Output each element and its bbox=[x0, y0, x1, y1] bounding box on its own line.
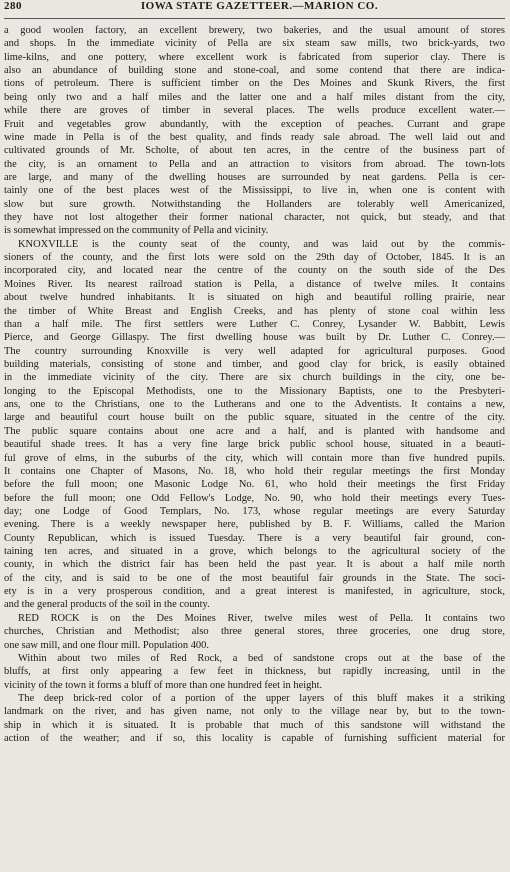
text-line: ful grove of elms, in the suburbs of the city, which will contain more than five hundred pupils. bbox=[4, 452, 505, 464]
text-line: they have not lost altogether their former national character, not quick, but steady, and that bbox=[4, 212, 505, 224]
text-line: KNOXVILLE is the county seat of the county, and was laid out by the commis- bbox=[18, 238, 505, 250]
text-line: sioners of the county, and the first lots were sold on the 29th day of October, 1845. It is an bbox=[4, 252, 505, 264]
text-line: ans, one to the Christians, one to the Lutherans and one to the Adventists. It contains a new, bbox=[4, 399, 505, 411]
text-line: churches, Christian and Methodist; also three general stores, three groceries, one drug store, bbox=[4, 626, 505, 638]
text-line: large and beautiful court house built on the public square, situated in the centre of the city. bbox=[4, 412, 505, 424]
text-line: bluffs, at first only appearing a few feet in thickness, but rapidly increasing, until in the bbox=[4, 666, 505, 678]
text-line: RED ROCK is on the Des Moines River, twelve miles west of Pella. It contains two bbox=[18, 612, 505, 624]
text-line: It contains one Chapter of Masons, No. 18, who hold their regular meetings the first Monday bbox=[4, 465, 505, 477]
text-line: beautiful shade trees. It has a very fine large brick public school house, situated in a beauti- bbox=[4, 439, 505, 451]
text-line: ship in which it is situated. It is probable that much of this sandstone will withstand the bbox=[4, 719, 505, 731]
text-line: while there are groves of timber in several places. The wells produce excellent water.— bbox=[4, 105, 505, 117]
text-line: is somewhat impressed on the community of Pella and vicinity. bbox=[4, 225, 269, 237]
text-line: a good woolen factory, an excellent brewery, two bakeries, and the usual amount of stores bbox=[4, 25, 505, 36]
text-line: and shops. In the immediate vicinity of Pella are six steam saw mills, two brick-yards, two bbox=[4, 38, 505, 50]
page-header bbox=[4, 0, 505, 19]
running-head: IOWA STATE GAZETTEER.—MARION CO. bbox=[140, 0, 379, 12]
text-line: landmark on the river, and has given name, not only to the village near by, but to the town- bbox=[4, 706, 505, 718]
text-line: before the full moon; one Masonic Lodge No. 61, who hold their meetings the first Friday bbox=[4, 479, 505, 491]
text-line: vicinity of the town it forms a bluff of more than one hundred feet in height. bbox=[4, 679, 323, 691]
text-line: county, in which the district fair has been held the past year. It is about a half mile north bbox=[4, 559, 505, 571]
page-number: 280 bbox=[4, 0, 22, 12]
text-line: about twelve hundred inhabitants. It is situated on high and beautiful rolling prairie, near bbox=[4, 292, 505, 304]
text-line: lime-kilns, and one pottery, where excellent work is fabricated from superior clay. There is bbox=[4, 51, 505, 63]
text-line: ety is in a very prosperous condition, and a great interest is manifested, in agriculture, stock, bbox=[4, 586, 505, 598]
text-line: in the immediate vicinity of the city. There are six church buildings in the city, one be- bbox=[4, 372, 505, 384]
text-line: being only two and a half miles and the latter one and a half miles distant from the city, bbox=[4, 91, 505, 103]
text-line: than a half mile. The first settlers were Luther C. Conrey, Lysander W. Babbitt, Lewis bbox=[4, 318, 505, 330]
text-line: are large, and many of the dwelling houses are surrounded by neat gardens. Pella is cer- bbox=[4, 171, 505, 183]
text-line: building materials, consisting of stone and timber, and good clay for brick, is easily obtained bbox=[4, 358, 505, 370]
text-line: tainly one of the best places west of the Mississippi, to live in, when one is content with bbox=[4, 185, 505, 197]
text-line: wine made in Pella is of the best quality, and finds ready sale abroad. The well laid out and bbox=[4, 131, 505, 143]
text-line: taining ten acres, and situated in a grove, which belongs to the agricultural society of the bbox=[4, 546, 505, 558]
text-line: incorporated city, and located near the centre of the county on the south side of the Des bbox=[4, 265, 505, 277]
text-line: Moines River. Its nearest railroad station is Pella, a distance of twelve miles. It contains bbox=[4, 278, 505, 290]
text-line: The deep brick-red color of a portion of the upper layers of this bluff makes it a striking bbox=[18, 692, 505, 704]
body-text bbox=[4, 24, 505, 745]
text-line: the city, is an ornament to Pella and an attraction to visitors from abroad. The town-lots bbox=[4, 158, 505, 170]
text-line: The country surrounding Knoxville is very well adapted for agricultural purposes. Good bbox=[4, 345, 505, 357]
text-line: also an abundance of building stone and stone-coal, and some contend that there are indica- bbox=[4, 65, 505, 77]
text-line: and the general products of the soil in the county. bbox=[4, 599, 210, 611]
text-line: the timber of White Breast and English Creeks, and has plenty of stone coal within less bbox=[4, 305, 505, 317]
text-line: tions of petroleum. There is sufficient timber on the Des Moines and Skunk Rivers, the first bbox=[4, 78, 505, 90]
text-line: of the city, and is said to be one of the most beautiful fair grounds in the State. The soci- bbox=[4, 572, 505, 584]
text-line: action of the weather; and if so, this locality is capable of furnishing sufficient material for bbox=[4, 733, 505, 745]
text-line: cultivated grounds of Mr. Scholte, of about ten acres, in the centre of the business part of bbox=[4, 145, 505, 157]
text-line: slow but sure growth. Notwithstanding the Hollanders are tolerably well Americanized, bbox=[4, 198, 505, 210]
text-line: County Republican, which is issued Tuesday. There is a very beautiful fair ground, con- bbox=[4, 532, 505, 544]
text-line: day; one Lodge of Good Templars, No. 173, whose regular meetings are every Saturday bbox=[4, 505, 505, 517]
text-line: evening. There is a weekly newspaper here, published by B. F. Williams, called the Marion bbox=[4, 519, 505, 531]
text-line: longing to the Episcopal Methodists, one to the Missionary Baptists, one to the Presbyteri- bbox=[4, 385, 505, 397]
text-line: one saw mill, and one flour mill. Population 400. bbox=[4, 639, 209, 651]
text-line: The public square contains about one acre and a half, and is planted with handsome and bbox=[4, 425, 505, 437]
text-line: Within about two miles of Red Rock, a bed of sandstone crops out at the base of the bbox=[18, 652, 505, 664]
text-line: Fruit and vegetables grow abundantly, with the exception of peaches. Currant and grape bbox=[4, 118, 505, 130]
text-line: Pierce, and George Gillaspy. The first dwelling house was built by Dr. Luther C. Conrey.— bbox=[4, 332, 505, 344]
text-line: before the full moon; one Odd Fellow's Lodge, No. 90, who hold their meetings every Tues- bbox=[4, 492, 505, 504]
